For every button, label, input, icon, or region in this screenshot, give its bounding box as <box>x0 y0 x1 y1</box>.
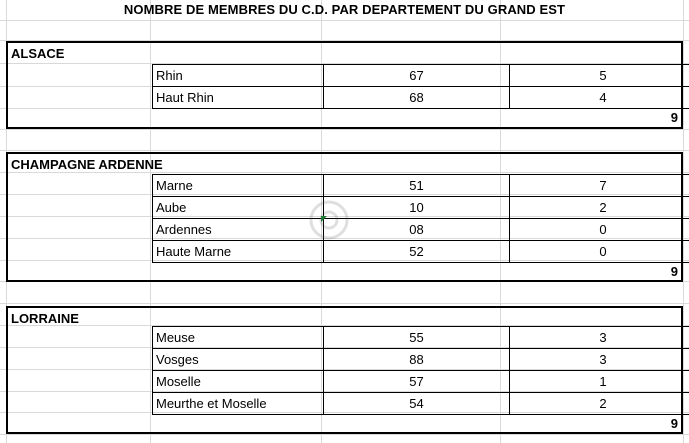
department-name[interactable]: Marne <box>153 175 324 197</box>
department-name[interactable]: Rhin <box>153 65 324 87</box>
table-row <box>153 371 689 393</box>
region-alsace <box>6 41 683 129</box>
member-count[interactable]: 1 <box>510 371 689 393</box>
department-name[interactable]: Aube <box>153 197 324 219</box>
table-row <box>153 327 689 349</box>
region-name[interactable]: LORRAINE <box>11 311 79 326</box>
department-name[interactable]: Haute Marne <box>153 241 324 263</box>
region-name[interactable]: CHAMPAGNE ARDENNE <box>11 157 163 172</box>
member-count[interactable]: 2 <box>510 197 689 219</box>
member-count[interactable]: 4 <box>510 87 689 109</box>
department-code[interactable]: 88 <box>324 349 510 371</box>
sheet-title[interactable]: NOMBRE DE MEMBRES DU C.D. PAR DEPARTEMENT DU GRAND EST <box>123 2 566 17</box>
department-name[interactable]: Meurthe et Moselle <box>153 393 324 415</box>
region-total[interactable]: 9 <box>670 264 678 279</box>
department-code[interactable]: 52 <box>324 241 510 263</box>
watermark-logo-icon <box>306 190 352 250</box>
member-count[interactable]: 0 <box>510 241 689 263</box>
department-name[interactable]: Haut Rhin <box>153 87 324 109</box>
department-code[interactable]: 54 <box>324 393 510 415</box>
department-table <box>152 326 689 415</box>
table-row <box>153 219 689 241</box>
table-row <box>153 65 689 87</box>
region-name[interactable]: ALSACE <box>11 46 65 61</box>
department-code[interactable]: 10 <box>324 197 510 219</box>
table-row <box>153 87 689 109</box>
department-name[interactable]: Ardennes <box>153 219 324 241</box>
table-row <box>153 349 689 371</box>
department-code[interactable]: 55 <box>324 327 510 349</box>
table-row <box>153 393 689 415</box>
department-table <box>152 64 689 109</box>
member-count[interactable]: 5 <box>510 65 689 87</box>
department-code[interactable]: 57 <box>324 371 510 393</box>
table-row <box>153 175 689 197</box>
department-name[interactable]: Meuse <box>153 327 324 349</box>
region-lorraine <box>6 306 683 434</box>
region-total[interactable]: 9 <box>670 110 678 125</box>
member-count[interactable]: 0 <box>510 219 689 241</box>
department-table <box>152 174 689 263</box>
department-code[interactable]: 08 <box>324 219 510 241</box>
table-row <box>153 241 689 263</box>
department-name[interactable]: Vosges <box>153 349 324 371</box>
cell-error-marker-icon <box>321 216 327 222</box>
member-count[interactable]: 7 <box>510 175 689 197</box>
member-count[interactable]: 3 <box>510 327 689 349</box>
department-code[interactable]: 67 <box>324 65 510 87</box>
table-row <box>153 197 689 219</box>
region-total[interactable]: 9 <box>670 416 678 431</box>
member-count[interactable]: 3 <box>510 349 689 371</box>
department-code[interactable]: 51 <box>324 175 510 197</box>
department-code[interactable]: 68 <box>324 87 510 109</box>
department-name[interactable]: Moselle <box>153 371 324 393</box>
member-count[interactable]: 2 <box>510 393 689 415</box>
